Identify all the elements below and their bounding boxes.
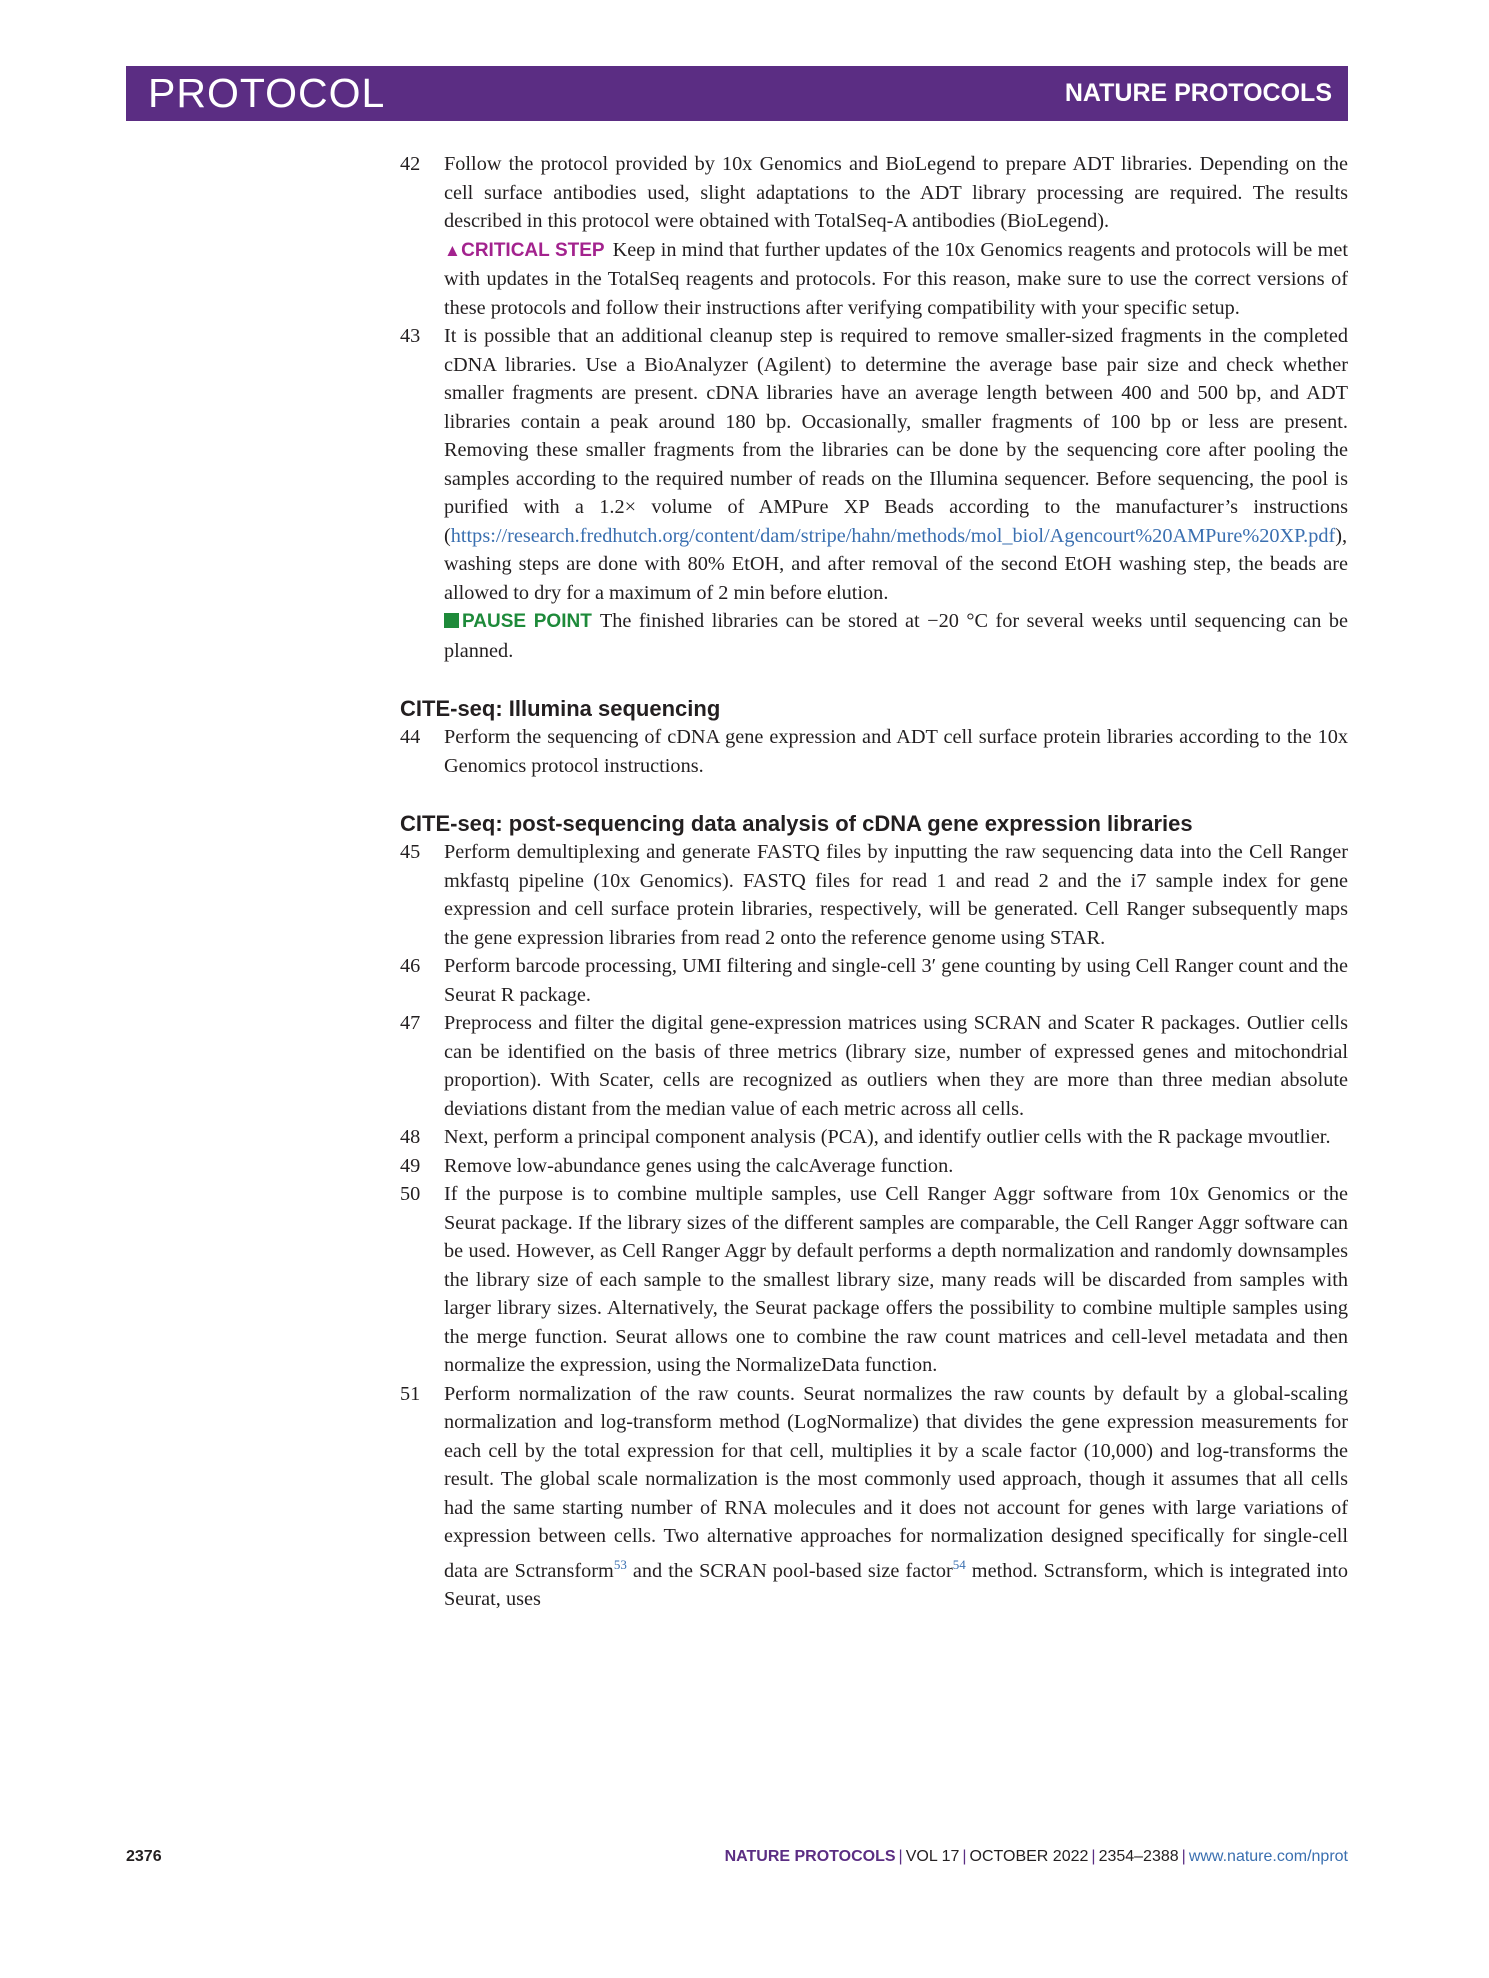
step-text: Preprocess and filter the digital gene-expression matrices using SCRAN and Scater R packages. Outlier cells can be identified on the basis of three metrics (library size, number of expressed genes and mitochondrial proportion). With Scater, cells are recognized as outliers when they are more than three median absolute deviations distant from the median value of each metric across all cells. (444, 1012, 1348, 1120)
critical-step-note (444, 236, 1348, 323)
step-45 (400, 838, 1348, 952)
step-number: 46 (400, 955, 421, 977)
step-44 (400, 723, 1348, 780)
step-number: 43 (400, 325, 421, 347)
step-number: 44 (400, 726, 421, 748)
critical-step-label: ▲CRITICAL STEP (444, 239, 605, 261)
footer-volume: VOL 17 (905, 1848, 960, 1865)
footer-date: OCTOBER 2022 (969, 1848, 1089, 1865)
step-text: Perform barcode processing, UMI filtering and single-cell 3′ gene counting by using Cell Ranger count and the Seurat R package. (444, 955, 1348, 1006)
section-label: PROTOCOL (148, 70, 386, 116)
footer-journal: NATURE PROTOCOLS (724, 1848, 896, 1865)
square-icon (444, 613, 459, 628)
step-text: Remove low-abundance genes using the calcAverage function. (444, 1154, 954, 1177)
step-47 (400, 1009, 1348, 1123)
step-48 (400, 1123, 1348, 1152)
step-number: 49 (400, 1154, 421, 1177)
step-text: Follow the protocol provided by 10x Genomics and BioLegend to prepare ADT libraries. Depending on the cell surface antibodies used, slight adaptations to the ADT library processing are required. The results described in this protocol were obtained with TotalSeq-A antibodies (BioLegend). (444, 153, 1348, 232)
footer-pages: 2354–2388 (1098, 1848, 1179, 1865)
pause-point-note (444, 607, 1348, 665)
page-header (126, 66, 1348, 121)
step-number: 51 (400, 1382, 421, 1405)
footer-citation: NATURE PROTOCOLS | VOL 17 | OCTOBER 2022 | 2354–2388 | www.nature.com/nprot (724, 1848, 1348, 1865)
article-body (400, 150, 1348, 1613)
step-51 (400, 1380, 1348, 1614)
step-43 (400, 322, 1348, 665)
step-50 (400, 1180, 1348, 1380)
pause-point-label: PAUSE POINT (444, 611, 592, 632)
reference-53[interactable]: 53 (613, 1556, 627, 1572)
reference-54[interactable]: 54 (952, 1556, 966, 1572)
footer-url[interactable]: www.nature.com/nprot (1188, 1848, 1348, 1865)
critical-step-text: Keep in mind that further updates of the 10x Genomics reagents and protocols will be met with updates in the TotalSeq reagents and protocols. For this reason, make sure to use the correct versions of these protocols and follow their instructions after verifying compatibility with your specific setup. (444, 238, 1349, 319)
step-49 (400, 1152, 1348, 1181)
step-46 (400, 952, 1348, 1009)
section-heading-illumina: CITE-seq: Illumina sequencing (400, 696, 721, 721)
step-number: 47 (400, 1012, 421, 1034)
step-42 (400, 150, 1348, 322)
pause-point-text: The finished libraries can be stored at −20 °C for several weeks until sequencing can be planned. (444, 610, 1349, 662)
warning-triangle-icon: ▲ (444, 240, 462, 260)
step-text: Perform normalization of the raw counts. Seurat normalizes the raw counts by default by a global-scaling normalization and log-transform method (LogNormalize) that divides the gene expression measurements for each cell by the total expression for that cell, multiplies it by a scale factor (10,000) and log-transforms the result. The global scale normalization is the most commonly used approach, though it assumes that all cells had the same starting number of RNA molecules and it does not account for genes with large variations of expression between cells. Two alternative approaches for normalization designed specifically for single-cell data are Sctransform$^{53}$ and the SCRAN pool-based size factor$^{54}$ method. Sctransform, which is integrated into Seurat, uses (444, 1382, 1348, 1610)
step-text: If the purpose is to combine multiple samples, use Cell Ranger Aggr software from 10x Genomics or the Seurat package. If the library sizes of the different samples are comparable, the Cell Ranger Aggr software can be used. However, as Cell Ranger Aggr by default performs a depth normalization and randomly downsamples the library size of each sample to the smallest library size, many reads will be discarded from samples with larger library sizes. Alternatively, the Seurat package offers the possibility to combine multiple samples using the merge function. Seurat allows one to combine the raw count matrices and cell-level metadata and then normalize the expression, using the NormalizeData function. (444, 1183, 1348, 1376)
step-text: Perform demultiplexing and generate FASTQ files by inputting the raw sequencing data into the Cell Ranger mkfastq pipeline (10x Genomics). FASTQ files for read 1 and read 2 and the i7 sample index for gene expression and cell surface protein libraries, respectively, will be generated. Cell Ranger subsequently maps the gene expression libraries from read 2 onto the reference genome using STAR. (444, 841, 1348, 949)
ampure-protocol-link[interactable]: https://research.fredhutch.org/content/dam/stripe/hahn/methods/mol_biol/Agencourt%20AMPure%20XP.pdf (450, 524, 1336, 547)
step-number: 42 (400, 153, 421, 175)
step-text: Next, perform a principal component analysis (PCA), and identify outlier cells with the R package mvoutlier. (444, 1126, 1331, 1148)
step-text: It is possible that an additional cleanup step is required to remove smaller-sized fragments in the completed cDNA libraries. Use a BioAnalyzer (Agilent) to determine the average base pair size and check whether smaller fragments are present. cDNA libraries have an average length between 400 and 500 bp, and ADT libraries contain a peak around 180 bp. Occasionally, smaller fragments of 100 bp or less are present. Removing these smaller fragments from the libraries can be done by the sequencing core after pooling the samples according to the required number of reads on the Illumina sequencer. Before sequencing, the pool is purified with a 1.2× volume of AMPure XP Beads according to the manufacturer’s instructions (https://research.fredhutch.org/content/dam/stripe/hahn/methods/mol_biol/Agencourt%20AMPure%20XP.pdf), washing steps are done with 80% EtOH, and after removal of the second EtOH washing step, the beads are allowed to dry for a maximum of 2 min before elution. (444, 325, 1348, 604)
step-number: 45 (400, 841, 421, 863)
step-number: 48 (400, 1126, 421, 1148)
journal-name: NATURE PROTOCOLS (1064, 79, 1332, 107)
page-number: 2376 (126, 1848, 162, 1865)
step-number: 50 (400, 1183, 421, 1205)
step-text: Perform the sequencing of cDNA gene expression and ADT cell surface protein libraries according to the 10x Genomics protocol instructions. (444, 726, 1348, 777)
section-heading-analysis: CITE-seq: post-sequencing data analysis of cDNA gene expression libraries (400, 811, 1193, 836)
